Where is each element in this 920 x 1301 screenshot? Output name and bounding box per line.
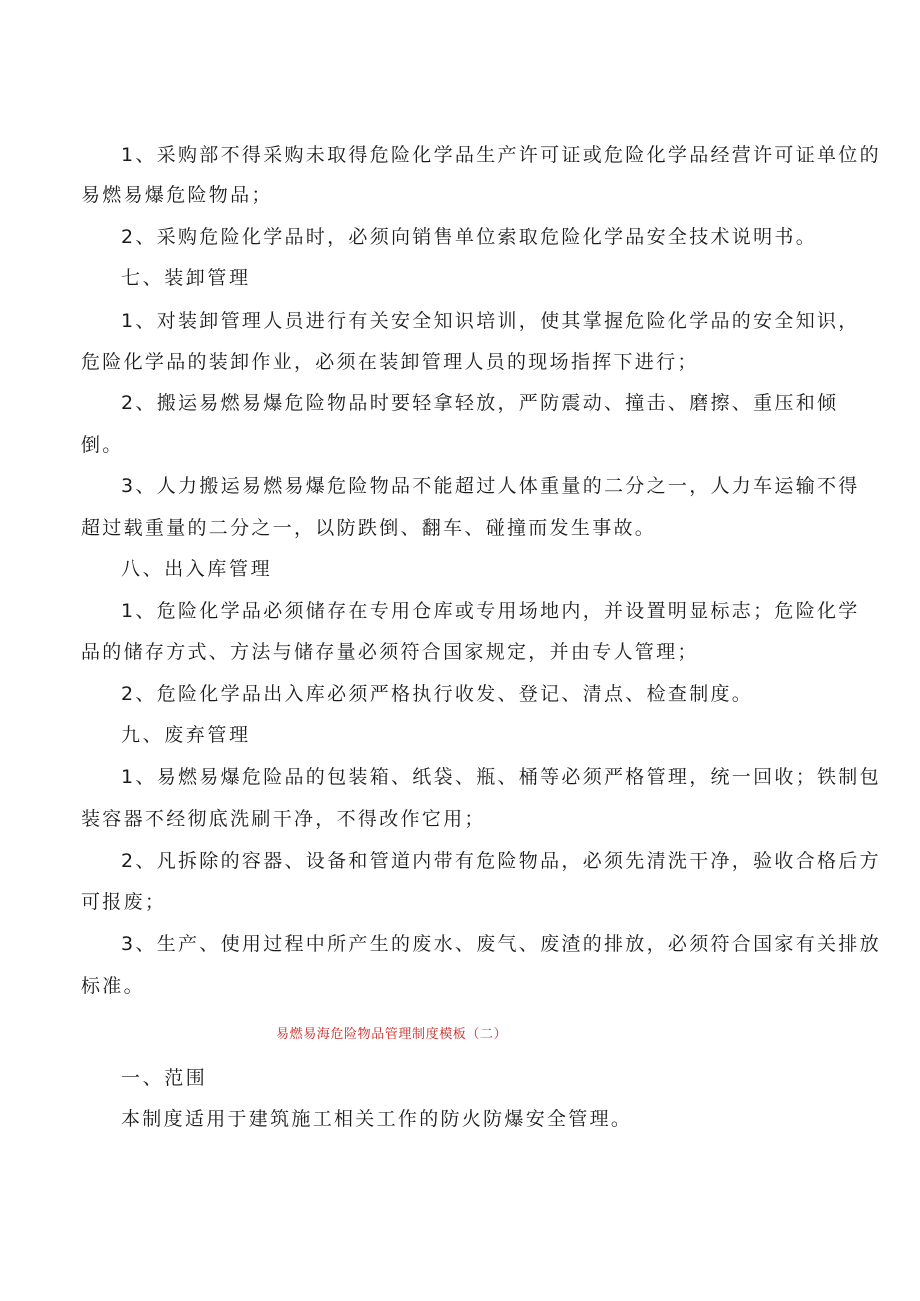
scope-heading: 一、范围 (121, 1067, 208, 1089)
loading-item-2-line-1: 2、搬运易燃易爆危险物品时要轻拿轻放，严防震动、撞击、磨擦、重压和倾 (121, 392, 839, 414)
purchase-item-2: 2、采购危险化学品时，必须向销售单位索取危险化学品安全技术说明书。 (121, 226, 817, 248)
disposal-item-2-line-1: 2、凡拆除的容器、设备和管道内带有危险物品，必须先清洗干净，验收合格后方 (121, 850, 881, 872)
disposal-item-1-line-2: 装容器不经彻底洗刷干净，不得改作它用； (81, 808, 486, 830)
loading-item-2-line-2: 倒。 (81, 434, 124, 456)
section-7-heading: 七、装卸管理 (121, 267, 251, 289)
disposal-item-3-line-1: 3、生产、使用过程中所产生的废水、废气、废渣的排放，必须符合国家有关排放 (121, 933, 881, 955)
disposal-item-1-line-1: 1、易燃易爆危险品的包装箱、纸袋、瓶、桶等必须严格管理，统一回收；铁制包 (121, 766, 881, 788)
loading-item-1-line-1: 1、对装卸管理人员进行有关安全知识培训，使其掌握危险化学品的安全知识， (121, 310, 860, 332)
storage-item-1-line-1: 1、危险化学品必须储存在专用仓库或专用场地内，并设置明显标志；危险化学 (121, 600, 860, 622)
section-9-heading: 九、废弃管理 (121, 724, 251, 746)
template-2-title: 易燃易海危险物品管理制度模板（二） (276, 1027, 508, 1042)
loading-item-3-line-1: 3、人力搬运易燃易爆危险物品不能超过人体重量的二分之一，人力车运输不得 (121, 475, 860, 497)
scope-text: 本制度适用于建筑施工相关工作的防火防爆安全管理。 (121, 1108, 633, 1130)
section-8-heading: 八、出入库管理 (121, 558, 273, 580)
purchase-item-1-line-2: 易燃易爆危险物品； (81, 184, 273, 206)
loading-item-1-line-2: 危险化学品的装卸作业，必须在装卸管理人员的现场指挥下进行； (81, 351, 699, 373)
disposal-item-2-line-2: 可报废； (81, 891, 167, 913)
storage-item-2: 2、危险化学品出入库必须严格执行收发、登记、清点、检查制度。 (121, 683, 754, 705)
loading-item-3-line-2: 超过载重量的二分之一，以防跌倒、翻车、碰撞而发生事故。 (81, 517, 657, 539)
purchase-item-1-line-1: 1、采购部不得采购未取得危险化学品生产许可证或危险化学品经营许可证单位的 (121, 144, 881, 166)
storage-item-1-line-2: 品的储存方式、方法与储存量必须符合国家规定，并由专人管理； (81, 641, 699, 663)
disposal-item-3-line-2: 标准。 (81, 975, 145, 997)
